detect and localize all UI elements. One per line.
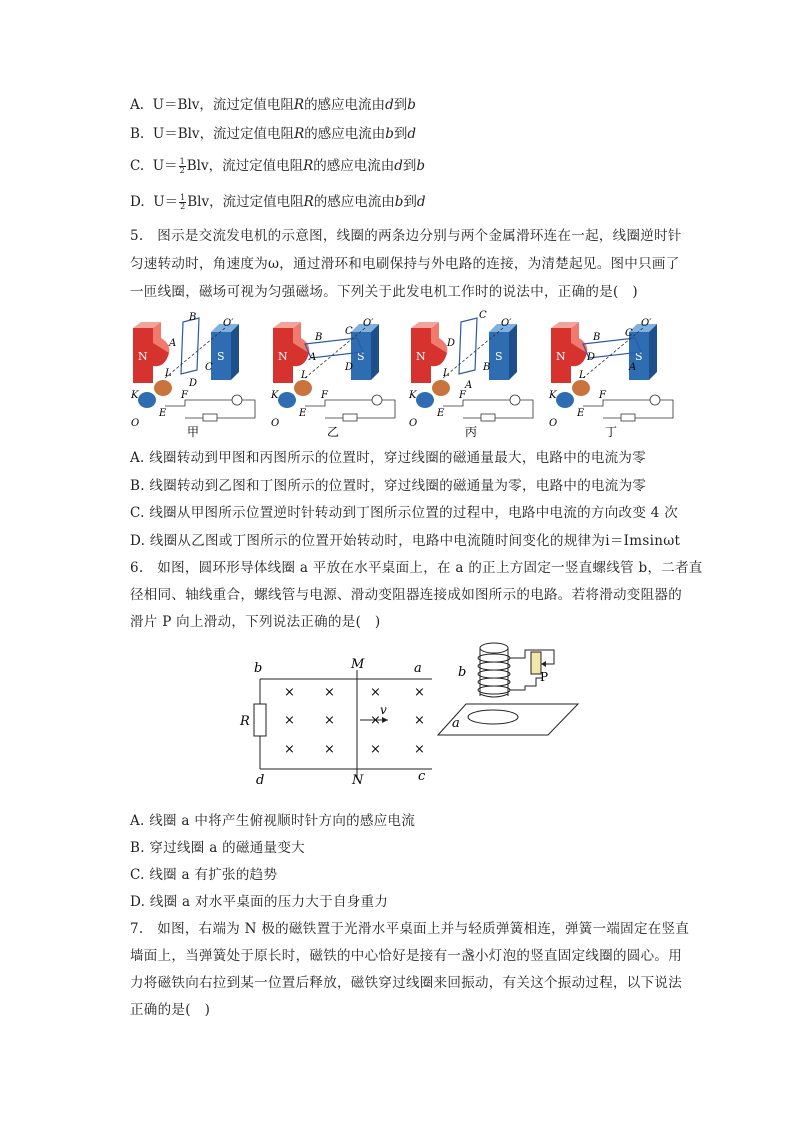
svg-text:S: S — [357, 350, 365, 363]
q5-option-d: D. 线圈从乙图或丁图所示的位置开始转动时，电路中电流随时间变化的规律为i＝Imsinωt — [130, 533, 681, 549]
q7-stem-line2: 墙面上，当弹簧处于原长时，磁铁的中心恰好是接有一盏小灯泡的竖直固定线圈的圆心。用 — [130, 948, 682, 964]
svg-text:L: L — [443, 368, 450, 379]
svg-text:S: S — [635, 350, 643, 363]
svg-text:×: × — [414, 742, 425, 757]
q6-stem-line2: 径相同、轴线重合，螺线管与电源、滑动变阻器连接成如图所示的电路。若将滑动变阻器的 — [130, 587, 682, 603]
svg-text:O′: O′ — [223, 318, 234, 329]
q4-option-d: D. U＝ $\frac{1}{2}$ Blv，流过定值电阻R的感应电流由b到d — [130, 193, 426, 211]
svg-text:×: × — [370, 742, 381, 757]
q7-stem-line3: 力将磁铁向右拉到某一位置后释放，磁铁穿过线圈来回振动，有关这个振动过程，以下说法 — [130, 975, 682, 991]
svg-text:×: × — [284, 685, 295, 700]
rail-circuit-figure — [236, 652, 436, 787]
svg-text:a: a — [452, 716, 460, 731]
generator-figure-ding — [548, 318, 673, 439]
generator-figure-yi — [270, 318, 395, 439]
svg-text:P: P — [540, 670, 549, 684]
svg-text:N: N — [352, 773, 364, 787]
svg-text:C: C — [479, 310, 487, 321]
svg-text:d: d — [256, 773, 265, 787]
q7-stem-line1: 7. 如图，右端为 N 极的磁铁置于光滑水平桌面上并与轻质弹簧相连，弹簧一端固定在竖直 — [130, 921, 690, 937]
svg-text:B: B — [593, 332, 601, 343]
svg-text:b: b — [458, 665, 467, 680]
svg-text:O: O — [549, 418, 558, 429]
svg-text:c: c — [418, 769, 426, 784]
q6-stem-line3: 滑片 P 向上滑动，下列说法正确的是( ) — [130, 614, 381, 630]
q4-option-b: B. U＝Blv，流过定值电阻R的感应电流由b到d — [130, 126, 417, 142]
svg-text:甲: 甲 — [187, 425, 200, 439]
svg-text:O: O — [409, 418, 418, 429]
svg-text:F: F — [459, 390, 466, 401]
svg-text:×: × — [414, 713, 425, 728]
svg-text:×: × — [370, 685, 381, 700]
svg-text:E: E — [299, 408, 307, 419]
svg-text:×: × — [284, 742, 295, 757]
svg-text:v: v — [380, 703, 387, 717]
svg-text:D: D — [345, 362, 354, 373]
svg-text:M: M — [351, 657, 365, 672]
svg-text:A: A — [629, 362, 637, 373]
svg-text:B: B — [315, 332, 323, 343]
svg-text:a: a — [414, 661, 422, 676]
svg-text:b: b — [254, 661, 263, 676]
fraction-half: $\frac{1}{2}$ — [180, 193, 186, 211]
svg-text:丁: 丁 — [605, 425, 618, 439]
q5-option-a: A. 线圈转动到甲图和丙图所示的位置时，穿过线圈的磁通量最大，电路中的电流为零 — [130, 450, 647, 466]
q6-stem-line1: 6. 如图，圆环形导体线圈 a 平放在水平桌面上，在 a 的正上方固定一竖直螺线管 b，二者直 — [130, 560, 703, 576]
svg-text:K: K — [409, 390, 417, 401]
q6-option-b: B. 穿过线圈 a 的磁通量变大 — [130, 840, 305, 856]
q6-option-a: A. 线圈 a 中将产生俯视顺时针方向的感应电流 — [130, 813, 416, 829]
svg-text:L: L — [165, 368, 172, 379]
q5-stem-line3: 一匝线圈，磁场可视为匀强磁场。下列关于此发电机工作时的说法中，正确的是( ) — [130, 284, 638, 300]
svg-text:E: E — [159, 408, 167, 419]
svg-text:K: K — [549, 390, 557, 401]
svg-text:R: R — [240, 714, 250, 729]
generator-figures — [125, 308, 675, 443]
svg-text:A: A — [169, 338, 177, 349]
q6-option-d: D. 线圈 a 对水平桌面的压力大于自身重力 — [130, 894, 389, 910]
svg-text:×: × — [414, 685, 425, 700]
svg-text:A: A — [465, 380, 473, 391]
svg-text:E: E — [437, 408, 445, 419]
svg-text:N: N — [278, 350, 288, 363]
svg-text:K: K — [131, 390, 139, 401]
q5-option-b: B. 线圈转动到乙图和丁图所示的位置时，穿过线圈的磁通量为零，电路中的电流为零 — [130, 478, 647, 494]
generator-figure-jia — [130, 312, 255, 439]
svg-text:S: S — [495, 350, 503, 363]
svg-text:O: O — [271, 418, 280, 429]
svg-text:F: F — [599, 390, 606, 401]
svg-text:L: L — [579, 370, 586, 381]
svg-text:×: × — [324, 742, 335, 757]
generator-figure-bing — [408, 310, 533, 439]
svg-text:S: S — [217, 350, 225, 363]
svg-text:O′: O′ — [363, 318, 374, 329]
svg-text:E: E — [577, 408, 585, 419]
svg-text:D: D — [447, 338, 456, 349]
solenoid-figure — [430, 636, 585, 741]
svg-text:C: C — [345, 326, 353, 337]
svg-text:丙: 丙 — [465, 425, 478, 439]
svg-text:B: B — [189, 312, 197, 323]
svg-text:N: N — [416, 350, 426, 363]
svg-text:N: N — [138, 350, 148, 363]
q6-option-c: C. 线圈 a 有扩张的趋势 — [130, 867, 278, 883]
svg-text:L: L — [301, 370, 308, 381]
q7-stem-line4: 正确的是( ) — [130, 1002, 211, 1018]
q4-option-c: C. U＝ $\frac{1}{2}$ Blv，流过定值电阻R的感应电流由d到b — [130, 157, 426, 175]
svg-text:O′: O′ — [501, 318, 512, 329]
svg-text:O′: O′ — [641, 318, 652, 329]
svg-text:F: F — [181, 390, 188, 401]
fraction-half: $\frac{1}{2}$ — [179, 157, 185, 175]
svg-text:N: N — [556, 350, 566, 363]
svg-text:C: C — [625, 328, 633, 339]
q5-option-c: C. 线圈从甲图所示位置逆时针转动到丁图所示位置的过程中，电路中电流的方向改变 4 次 — [130, 505, 679, 521]
svg-text:B: B — [483, 362, 491, 373]
svg-text:A: A — [309, 352, 317, 363]
q5-stem-line1: 5. 图示是交流发电机的示意图，线圈的两条边分别与两个金属滑环连在一起，线圈逆时针 — [130, 228, 682, 244]
svg-text:D: D — [587, 352, 596, 363]
svg-text:C: C — [205, 362, 213, 373]
svg-text:K: K — [271, 390, 279, 401]
q5-stem-line2: 匀速转动时，角速度为ω，通过滑环和电刷保持与外电路的连接，为清楚起见。图中只画了 — [130, 256, 680, 272]
svg-text:乙: 乙 — [327, 425, 340, 439]
svg-text:×: × — [370, 713, 381, 728]
svg-text:D: D — [189, 378, 198, 389]
q4-option-a: A. U＝Blv，流过定值电阻R的感应电流由d到b — [130, 97, 416, 113]
svg-text:×: × — [284, 713, 295, 728]
svg-text:O: O — [131, 418, 140, 429]
svg-text:×: × — [324, 685, 335, 700]
svg-text:F: F — [321, 390, 328, 401]
svg-text:×: × — [324, 713, 335, 728]
